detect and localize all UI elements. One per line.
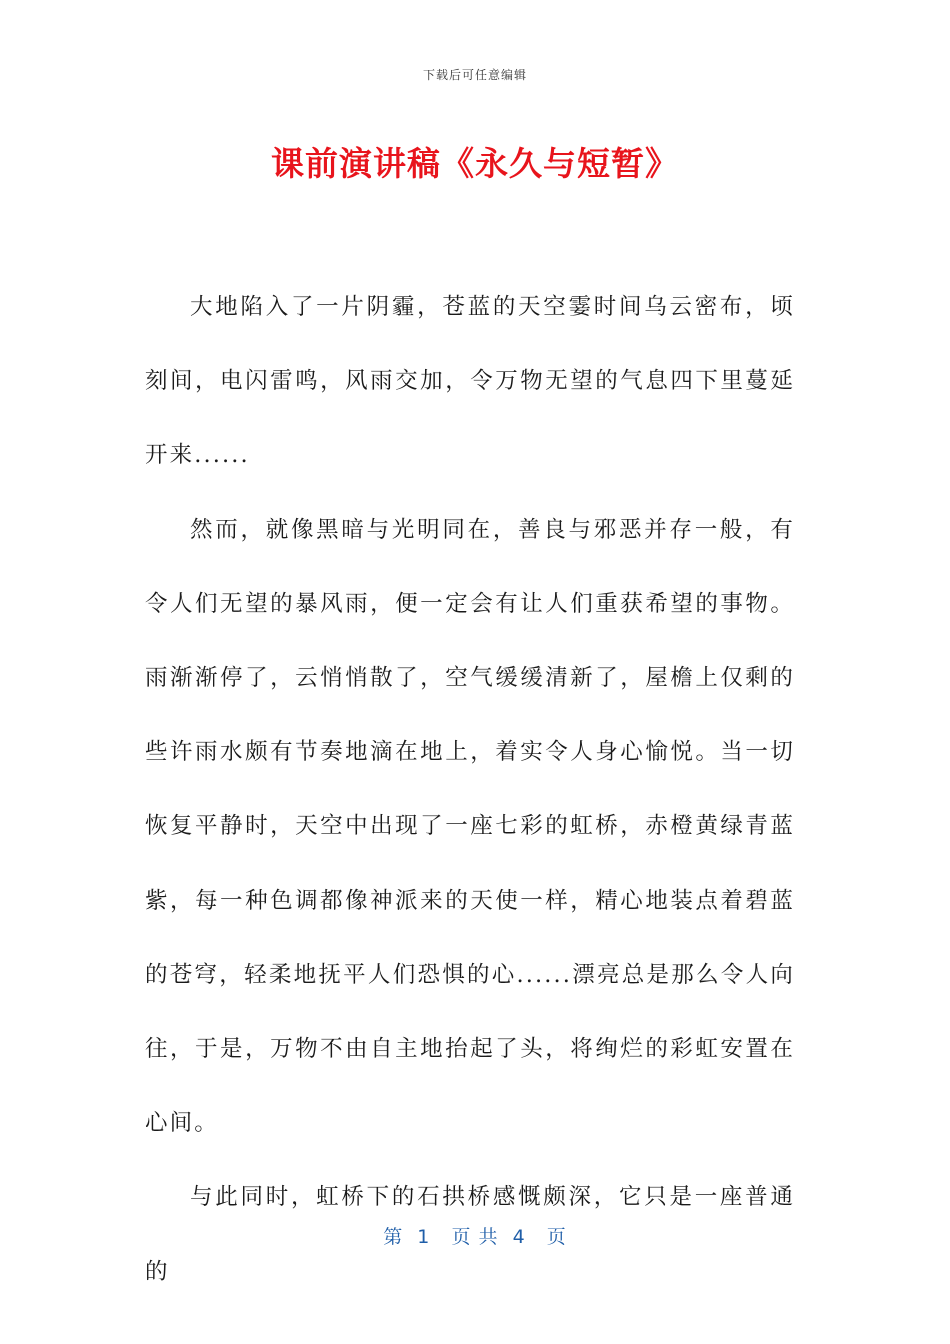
paragraph-1: 大地陷入了一片阴霾，苍蓝的天空霎时间乌云密布，顷刻间，电闪雷鸣，风雨交加，令万物无望的气息四下里蔓延开来......: [145, 294, 795, 469]
paragraph-2: 然而，就像黑暗与光明同在，善良与邪恶并存一般，有令人们无望的暴风雨，便一定会有让人们重获希望的事物。雨渐渐停了，云悄悄散了，空气缓缓清新了，屋檐上仅剩的些许雨水颇有节奏地滴在地上，着实令人身心愉悦。当一切恢复平静时，天空中出现了一座七彩的虹桥，赤橙黄绿青蓝紫，每一种色调都像神派来的天使一样，精心地装点着碧蓝的苍穹，轻柔地抚平人们恐惧的心......漂亮总是那么令人向往，于是，万物不由自主地抬起了头，将绚烂的彩虹安置在心间。: [145, 516, 795, 1137]
page-number-footer: 第 1 页 共 4 页: [383, 1226, 567, 1248]
header-note: 下载后可任意编辑: [422, 68, 527, 82]
paragraph-3: 与此同时，虹桥下的石拱桥感慨颇深，它只是一座普通的: [145, 1184, 795, 1285]
document-title: 课前演讲稿《永久与短暂》: [271, 144, 679, 183]
document-body: [145, 270, 795, 1309]
